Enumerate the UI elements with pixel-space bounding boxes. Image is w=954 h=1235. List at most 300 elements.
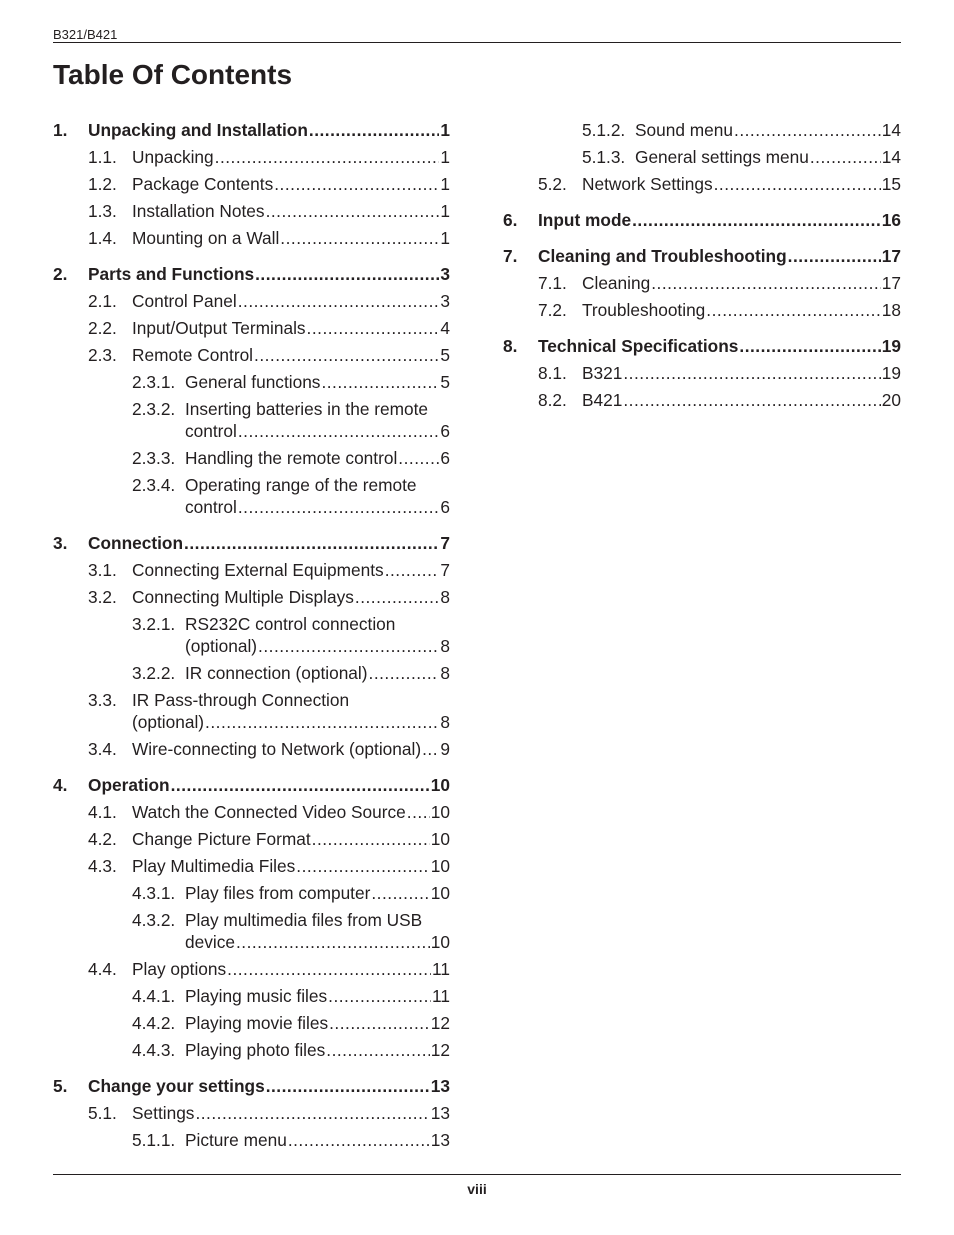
toc-entry[interactable]: [53, 116, 450, 143]
toc-entry-page: 4: [440, 317, 450, 338]
toc-entry-page: 1: [440, 227, 450, 248]
toc-entry-line: [88, 774, 450, 796]
toc-entry[interactable]: [53, 610, 450, 659]
toc-entry-line: [132, 855, 450, 877]
toc-entry-number: 8.2.: [538, 389, 567, 410]
toc-entry-line: [88, 532, 450, 554]
toc-entry-page: 17: [881, 245, 901, 266]
dot-leader: [810, 146, 881, 168]
toc-entry[interactable]: [53, 906, 450, 955]
toc-entry-page: 5: [440, 371, 450, 392]
toc-left-column: [53, 116, 450, 1153]
toc-entry-line: [538, 209, 901, 231]
toc-entry-page: 8: [440, 586, 450, 607]
dot-leader: [385, 559, 440, 581]
toc-entry[interactable]: [503, 332, 901, 359]
toc-entry-number: 2.: [53, 263, 68, 284]
toc-entry[interactable]: [53, 143, 450, 170]
toc-entry-line: [88, 263, 450, 285]
toc-entry-title: Sound menu: [635, 119, 734, 140]
toc-entry-body: [132, 227, 450, 249]
toc-entry-line: [538, 245, 901, 267]
toc-entry[interactable]: [53, 556, 450, 583]
toc-entry-body: [88, 532, 450, 554]
dot-leader: [296, 855, 430, 877]
toc-entry-title: Network Settings: [582, 173, 713, 194]
dot-leader: [328, 985, 431, 1007]
toc-entry-title: Unpacking: [132, 146, 214, 167]
dot-leader: [398, 447, 439, 469]
toc-entry-line: [132, 738, 450, 760]
dot-leader: [184, 532, 439, 554]
toc-entry-title: Playing movie files: [185, 1012, 329, 1033]
toc-entry[interactable]: [53, 798, 450, 825]
toc-entry-number: 5.1.3.: [582, 146, 626, 167]
dot-leader: [238, 420, 440, 442]
toc-entry-page: 9: [440, 738, 450, 759]
toc-entry[interactable]: [53, 529, 450, 556]
toc-entry-number: 3.3.: [88, 689, 117, 710]
toc-entry-title: (optional): [132, 711, 205, 732]
toc-entry-body: [185, 613, 450, 657]
toc-entry-title: B421: [582, 389, 623, 410]
toc-entry-line: [185, 496, 450, 518]
toc-entry-line: [582, 362, 901, 384]
toc-entry[interactable]: [53, 260, 450, 287]
toc-entry-line: [185, 447, 450, 469]
toc-entry-line: [582, 173, 901, 195]
dot-leader: [632, 209, 881, 231]
toc-entry-body: [582, 299, 901, 321]
toc-entry-number: 6.: [503, 209, 518, 230]
toc-entry-title-line1: Operating range of the remote: [185, 474, 417, 495]
toc-entry-page: 20: [881, 389, 901, 410]
toc-entry[interactable]: [53, 686, 450, 735]
toc-entry[interactable]: [53, 341, 450, 368]
toc-entry-body: [582, 362, 901, 384]
page-title: Table Of Contents: [53, 59, 293, 90]
toc-entry-body: [185, 662, 450, 684]
toc-entry-number: 3.1.: [88, 559, 117, 580]
toc-entry-page: 7: [440, 532, 450, 553]
toc-entry-number: 4.4.3.: [132, 1039, 176, 1060]
toc-entry-page: 17: [881, 272, 901, 293]
dot-leader: [266, 200, 440, 222]
dot-leader: [623, 389, 880, 411]
toc-entry-line: [132, 200, 450, 222]
toc-entry-line: [185, 635, 450, 657]
toc-entry-title: General settings menu: [635, 146, 809, 167]
dot-leader: [254, 344, 439, 366]
toc-entry-title: Unpacking and Installation: [88, 119, 308, 140]
toc-entry-title: Playing music files: [185, 985, 328, 1006]
toc-entry-body: [185, 909, 450, 953]
toc-entry-title: Input mode: [538, 209, 632, 230]
toc-entry-page: 1: [440, 173, 450, 194]
toc-entry-number: 2.3.1.: [132, 371, 176, 392]
dot-leader: [326, 1039, 430, 1061]
toc-entry-page: 10: [430, 882, 450, 903]
dot-leader: [706, 299, 880, 321]
dot-leader: [651, 272, 881, 294]
toc-entry-title: Connecting External Equipments: [132, 559, 384, 580]
dot-leader: [195, 1102, 429, 1124]
toc-entry-title: Play files from computer: [185, 882, 371, 903]
toc-entry-number: 1.2.: [88, 173, 117, 194]
toc-entry-title: Watch the Connected Video Source: [132, 801, 406, 822]
toc-entry-body: [538, 209, 901, 231]
toc-entry-title: control: [185, 496, 237, 517]
toc-entry-body: [132, 200, 450, 222]
toc-entry-line: [132, 559, 450, 581]
dot-leader: [407, 801, 430, 823]
toc-entry-body: [185, 985, 450, 1007]
dot-leader: [329, 1012, 430, 1034]
toc-entry-line: [132, 1102, 450, 1124]
toc-entry[interactable]: [53, 735, 450, 762]
dot-leader: [307, 317, 440, 339]
toc-entry-line: [185, 931, 450, 953]
toc-entry[interactable]: [53, 444, 450, 471]
toc-entry[interactable]: [53, 395, 450, 444]
toc-entry-page: 1: [440, 200, 450, 221]
toc-entry-title: Cleaning: [582, 272, 651, 293]
toc-entry-page: 13: [430, 1102, 450, 1123]
toc-entry-body: [132, 317, 450, 339]
toc-entry-number: 2.3.4.: [132, 474, 176, 495]
toc-entry[interactable]: [53, 368, 450, 395]
toc-entry-page: 11: [432, 958, 450, 979]
toc-entry-title: Playing photo files: [185, 1039, 326, 1060]
toc-entry-body: [582, 272, 901, 294]
toc-entry-number: 4.3.2.: [132, 909, 176, 930]
toc-entry[interactable]: [53, 1036, 450, 1063]
toc-entry-title: General functions: [185, 371, 321, 392]
dot-leader: [369, 662, 440, 684]
toc-entry-body: [538, 245, 901, 267]
toc-entry-number: 2.2.: [88, 317, 117, 338]
toc-entry-page: 14: [881, 146, 901, 167]
toc-entry-line: [132, 317, 450, 339]
toc-entry-body: [582, 173, 901, 195]
toc-entry-body: [132, 689, 450, 733]
toc-entry-title: Cleaning and Troubleshooting: [538, 245, 787, 266]
toc-entry[interactable]: [53, 659, 450, 686]
toc-entry-number: 4.: [53, 774, 68, 795]
dot-leader: [205, 711, 439, 733]
toc-entry-page: 16: [881, 209, 901, 230]
toc-entry-title-line1: Play multimedia files from USB: [185, 909, 423, 930]
toc-entry-body: [185, 371, 450, 393]
toc-entry-number: 4.2.: [88, 828, 117, 849]
toc-entry-line: [185, 371, 450, 393]
toc-entry-page: 8: [440, 635, 450, 656]
toc-entry-line: [185, 420, 450, 442]
toc-entry-page: 8: [440, 662, 450, 683]
toc-entry[interactable]: [503, 359, 901, 386]
toc-entry-title: Connection: [88, 532, 184, 553]
toc-entry-number: 3.2.1.: [132, 613, 176, 634]
toc-entry-body: [132, 290, 450, 312]
toc-entry-line: [132, 290, 450, 312]
toc-entry[interactable]: [53, 771, 450, 798]
toc-entry-number: 2.1.: [88, 290, 117, 311]
toc-entry-title: Wire-connecting to Network (optional): [132, 738, 422, 759]
toc-entry-number: 2.3.: [88, 344, 117, 365]
dot-leader: [788, 245, 881, 267]
toc-entry-number: 5.1.2.: [582, 119, 626, 140]
toc-entry-line: [132, 586, 450, 608]
dot-leader: [312, 828, 430, 850]
toc-entry-page: 10: [430, 801, 450, 822]
toc-entry[interactable]: [503, 269, 901, 296]
toc-entry[interactable]: [53, 1126, 450, 1153]
toc-entry-title: Settings: [132, 1102, 195, 1123]
toc-entry-title: B321: [582, 362, 623, 383]
toc-entry-body: [88, 119, 450, 141]
toc-entry[interactable]: [53, 955, 450, 982]
toc-entry-body: [132, 559, 450, 581]
toc-entry-number: 4.4.2.: [132, 1012, 176, 1033]
toc-entry-title: (optional): [185, 635, 258, 656]
toc-entry-body: [185, 1012, 450, 1034]
toc-entry-number: 5.1.: [88, 1102, 117, 1123]
dot-leader: [274, 173, 439, 195]
dot-leader: [309, 119, 439, 141]
toc-entry[interactable]: [53, 170, 450, 197]
toc-entry-title: Troubleshooting: [582, 299, 706, 320]
toc-entry-line: [132, 958, 450, 980]
toc-entry-page: 12: [430, 1012, 450, 1033]
toc-entry-body: [132, 586, 450, 608]
toc-entry-number: 5.2.: [538, 173, 567, 194]
dot-leader: [238, 290, 440, 312]
toc-entry-line: [635, 119, 901, 141]
toc-entry-page: 6: [440, 496, 450, 517]
toc-entry[interactable]: [503, 296, 901, 323]
page-number: viii: [467, 1181, 487, 1197]
toc-entry-number: 8.: [503, 335, 518, 356]
toc-entry-line: [185, 882, 450, 904]
dot-leader: [171, 774, 430, 796]
toc-entry-body: [132, 344, 450, 366]
toc-entry-title-line1: Inserting batteries in the remote: [185, 398, 429, 419]
toc-entry-number: 3.2.: [88, 586, 117, 607]
toc-entry-page: 11: [432, 985, 450, 1006]
toc-entry-title: Play options: [132, 958, 227, 979]
toc-entry-line: [185, 1012, 450, 1034]
toc-entry-number: 4.3.: [88, 855, 117, 876]
dot-leader: [227, 958, 431, 980]
toc-entry-body: [185, 882, 450, 904]
toc-entry-title: control: [185, 420, 237, 441]
toc-entry-page: 6: [440, 420, 450, 441]
toc-entry-number: 5.: [53, 1075, 68, 1096]
toc-entry-line: [132, 801, 450, 823]
toc-entry-page: 7: [440, 559, 450, 580]
toc-entry-title: Picture menu: [185, 1129, 287, 1150]
toc-entry-number: 4.1.: [88, 801, 117, 822]
toc-entry-number: 5.1.1.: [132, 1129, 176, 1150]
dot-leader: [371, 882, 429, 904]
toc-entry-number: 1.3.: [88, 200, 117, 221]
dot-leader: [280, 227, 439, 249]
toc-entry[interactable]: [53, 852, 450, 879]
toc-entry-title: Package Contents: [132, 173, 274, 194]
toc-entry[interactable]: [53, 1099, 450, 1126]
toc-entry-body: [635, 146, 901, 168]
dot-leader: [266, 1075, 430, 1097]
toc-entry[interactable]: [53, 314, 450, 341]
toc-entry-title: Handling the remote control: [185, 447, 398, 468]
toc-entry-page: 15: [881, 173, 901, 194]
toc-entry[interactable]: [53, 224, 450, 251]
toc-entry-number: 3.4.: [88, 738, 117, 759]
toc-entry-number: 7.: [503, 245, 518, 266]
toc-entry-page: 10: [430, 931, 450, 952]
toc-entry-body: [132, 173, 450, 195]
toc-entry[interactable]: [53, 1072, 450, 1099]
toc-entry-number: 3.2.2.: [132, 662, 176, 683]
toc-entry-page: 13: [430, 1075, 450, 1096]
dot-leader: [258, 635, 439, 657]
dot-leader: [321, 371, 439, 393]
toc-entry-page: 10: [430, 855, 450, 876]
toc-entry-page: 19: [881, 335, 901, 356]
toc-entry-body: [185, 1039, 450, 1061]
toc-entry-body: [88, 263, 450, 285]
toc-entry-line: [185, 1129, 450, 1151]
toc-entry-body: [185, 447, 450, 469]
toc-entry-line: [132, 227, 450, 249]
toc-entry-title: Technical Specifications: [538, 335, 739, 356]
toc-entry-page: 8: [440, 711, 450, 732]
toc-entry[interactable]: [53, 287, 450, 314]
dot-leader: [623, 362, 880, 384]
toc-entry-title: Change Picture Format: [132, 828, 311, 849]
toc-entry-page: 3: [440, 263, 450, 284]
dot-leader: [734, 119, 881, 141]
toc-entry-title: Connecting Multiple Displays: [132, 586, 354, 607]
toc-entry-number: 1.: [53, 119, 68, 140]
dot-leader: [422, 738, 439, 760]
toc-entry-line: [132, 711, 450, 733]
dot-leader: [236, 931, 430, 953]
toc-entry-title: Change your settings: [88, 1075, 265, 1096]
toc-entry-line: [582, 389, 901, 411]
toc-entry-body: [185, 1129, 450, 1151]
toc-entry-title-line1: IR Pass-through Connection: [132, 689, 350, 710]
toc-entry-page: 10: [430, 774, 450, 795]
toc-entry-number: 8.1.: [538, 362, 567, 383]
toc-entry-line: [88, 119, 450, 141]
toc-entry[interactable]: [53, 982, 450, 1009]
header-rule: [53, 42, 901, 43]
dot-leader: [355, 586, 439, 608]
toc-entry-body: [88, 774, 450, 796]
dot-leader: [739, 335, 880, 357]
toc-right-column: [503, 116, 901, 413]
toc-entry-body: [132, 828, 450, 850]
toc-entry-title: Remote Control: [132, 344, 254, 365]
toc-entry-number: 2.3.3.: [132, 447, 176, 468]
running-header: B321/B421: [53, 27, 118, 42]
toc-entry-line: [132, 146, 450, 168]
toc-entry-body: [132, 801, 450, 823]
toc-entry-line: [132, 828, 450, 850]
toc-entry[interactable]: [503, 386, 901, 413]
toc-entry-page: 3: [440, 290, 450, 311]
toc-entry-number: 4.3.1.: [132, 882, 176, 903]
toc-entry[interactable]: [53, 879, 450, 906]
toc-entry-line: [538, 335, 901, 357]
footer-rule: [53, 1174, 901, 1175]
toc-entry-number: 7.1.: [538, 272, 567, 293]
toc-entry[interactable]: [503, 116, 901, 143]
toc-entry-body: [538, 335, 901, 357]
toc-entry-line: [88, 1075, 450, 1097]
toc-entry[interactable]: [53, 1009, 450, 1036]
toc-entry[interactable]: [503, 170, 901, 197]
toc-entry-page: 19: [881, 362, 901, 383]
toc-entry-body: [132, 146, 450, 168]
toc-entry[interactable]: [503, 242, 901, 269]
toc-entry[interactable]: [53, 825, 450, 852]
toc-entry[interactable]: [503, 143, 901, 170]
toc-entry-number: 1.1.: [88, 146, 117, 167]
toc-entry-line: [132, 344, 450, 366]
toc-entry-title: Parts and Functions: [88, 263, 255, 284]
toc-entry-title-line1: RS232C control connection: [185, 613, 396, 634]
toc-entry[interactable]: [53, 583, 450, 610]
toc-entry-page: 1: [440, 119, 450, 140]
toc-entry-page: 5: [440, 344, 450, 365]
toc-entry-page: 1: [440, 146, 450, 167]
dot-leader: [288, 1129, 430, 1151]
toc-entry-number: 1.4.: [88, 227, 117, 248]
toc-entry-page: 18: [881, 299, 901, 320]
toc-entry-number: 4.4.: [88, 958, 117, 979]
toc-entry-title: Installation Notes: [132, 200, 265, 221]
toc-entry-line: [132, 173, 450, 195]
toc-entry-body: [635, 119, 901, 141]
toc-entry[interactable]: [53, 471, 450, 520]
toc-entry-body: [185, 474, 450, 518]
toc-entry[interactable]: [503, 206, 901, 233]
dot-leader: [714, 173, 881, 195]
toc-entry-title: Mounting on a Wall: [132, 227, 280, 248]
toc-entry-number: 2.3.2.: [132, 398, 176, 419]
toc-entry-line: [582, 299, 901, 321]
toc-entry-title: Control Panel: [132, 290, 237, 311]
toc-entry-title: Operation: [88, 774, 170, 795]
toc-entry-line: [185, 1039, 450, 1061]
toc-entry-body: [582, 389, 901, 411]
toc-entry-page: 12: [430, 1039, 450, 1060]
toc-entry-line: [582, 272, 901, 294]
toc-entry-body: [132, 1102, 450, 1124]
toc-entry-number: 4.4.1.: [132, 985, 176, 1006]
toc-entry-line: [185, 662, 450, 684]
toc-entry-line: [635, 146, 901, 168]
toc-entry-title: Input/Output Terminals: [132, 317, 306, 338]
toc-entry-body: [132, 958, 450, 980]
toc-entry-page: 14: [881, 119, 901, 140]
toc-entry-line: [185, 985, 450, 1007]
toc-entry-body: [88, 1075, 450, 1097]
toc-entry[interactable]: [53, 197, 450, 224]
dot-leader: [238, 496, 440, 518]
